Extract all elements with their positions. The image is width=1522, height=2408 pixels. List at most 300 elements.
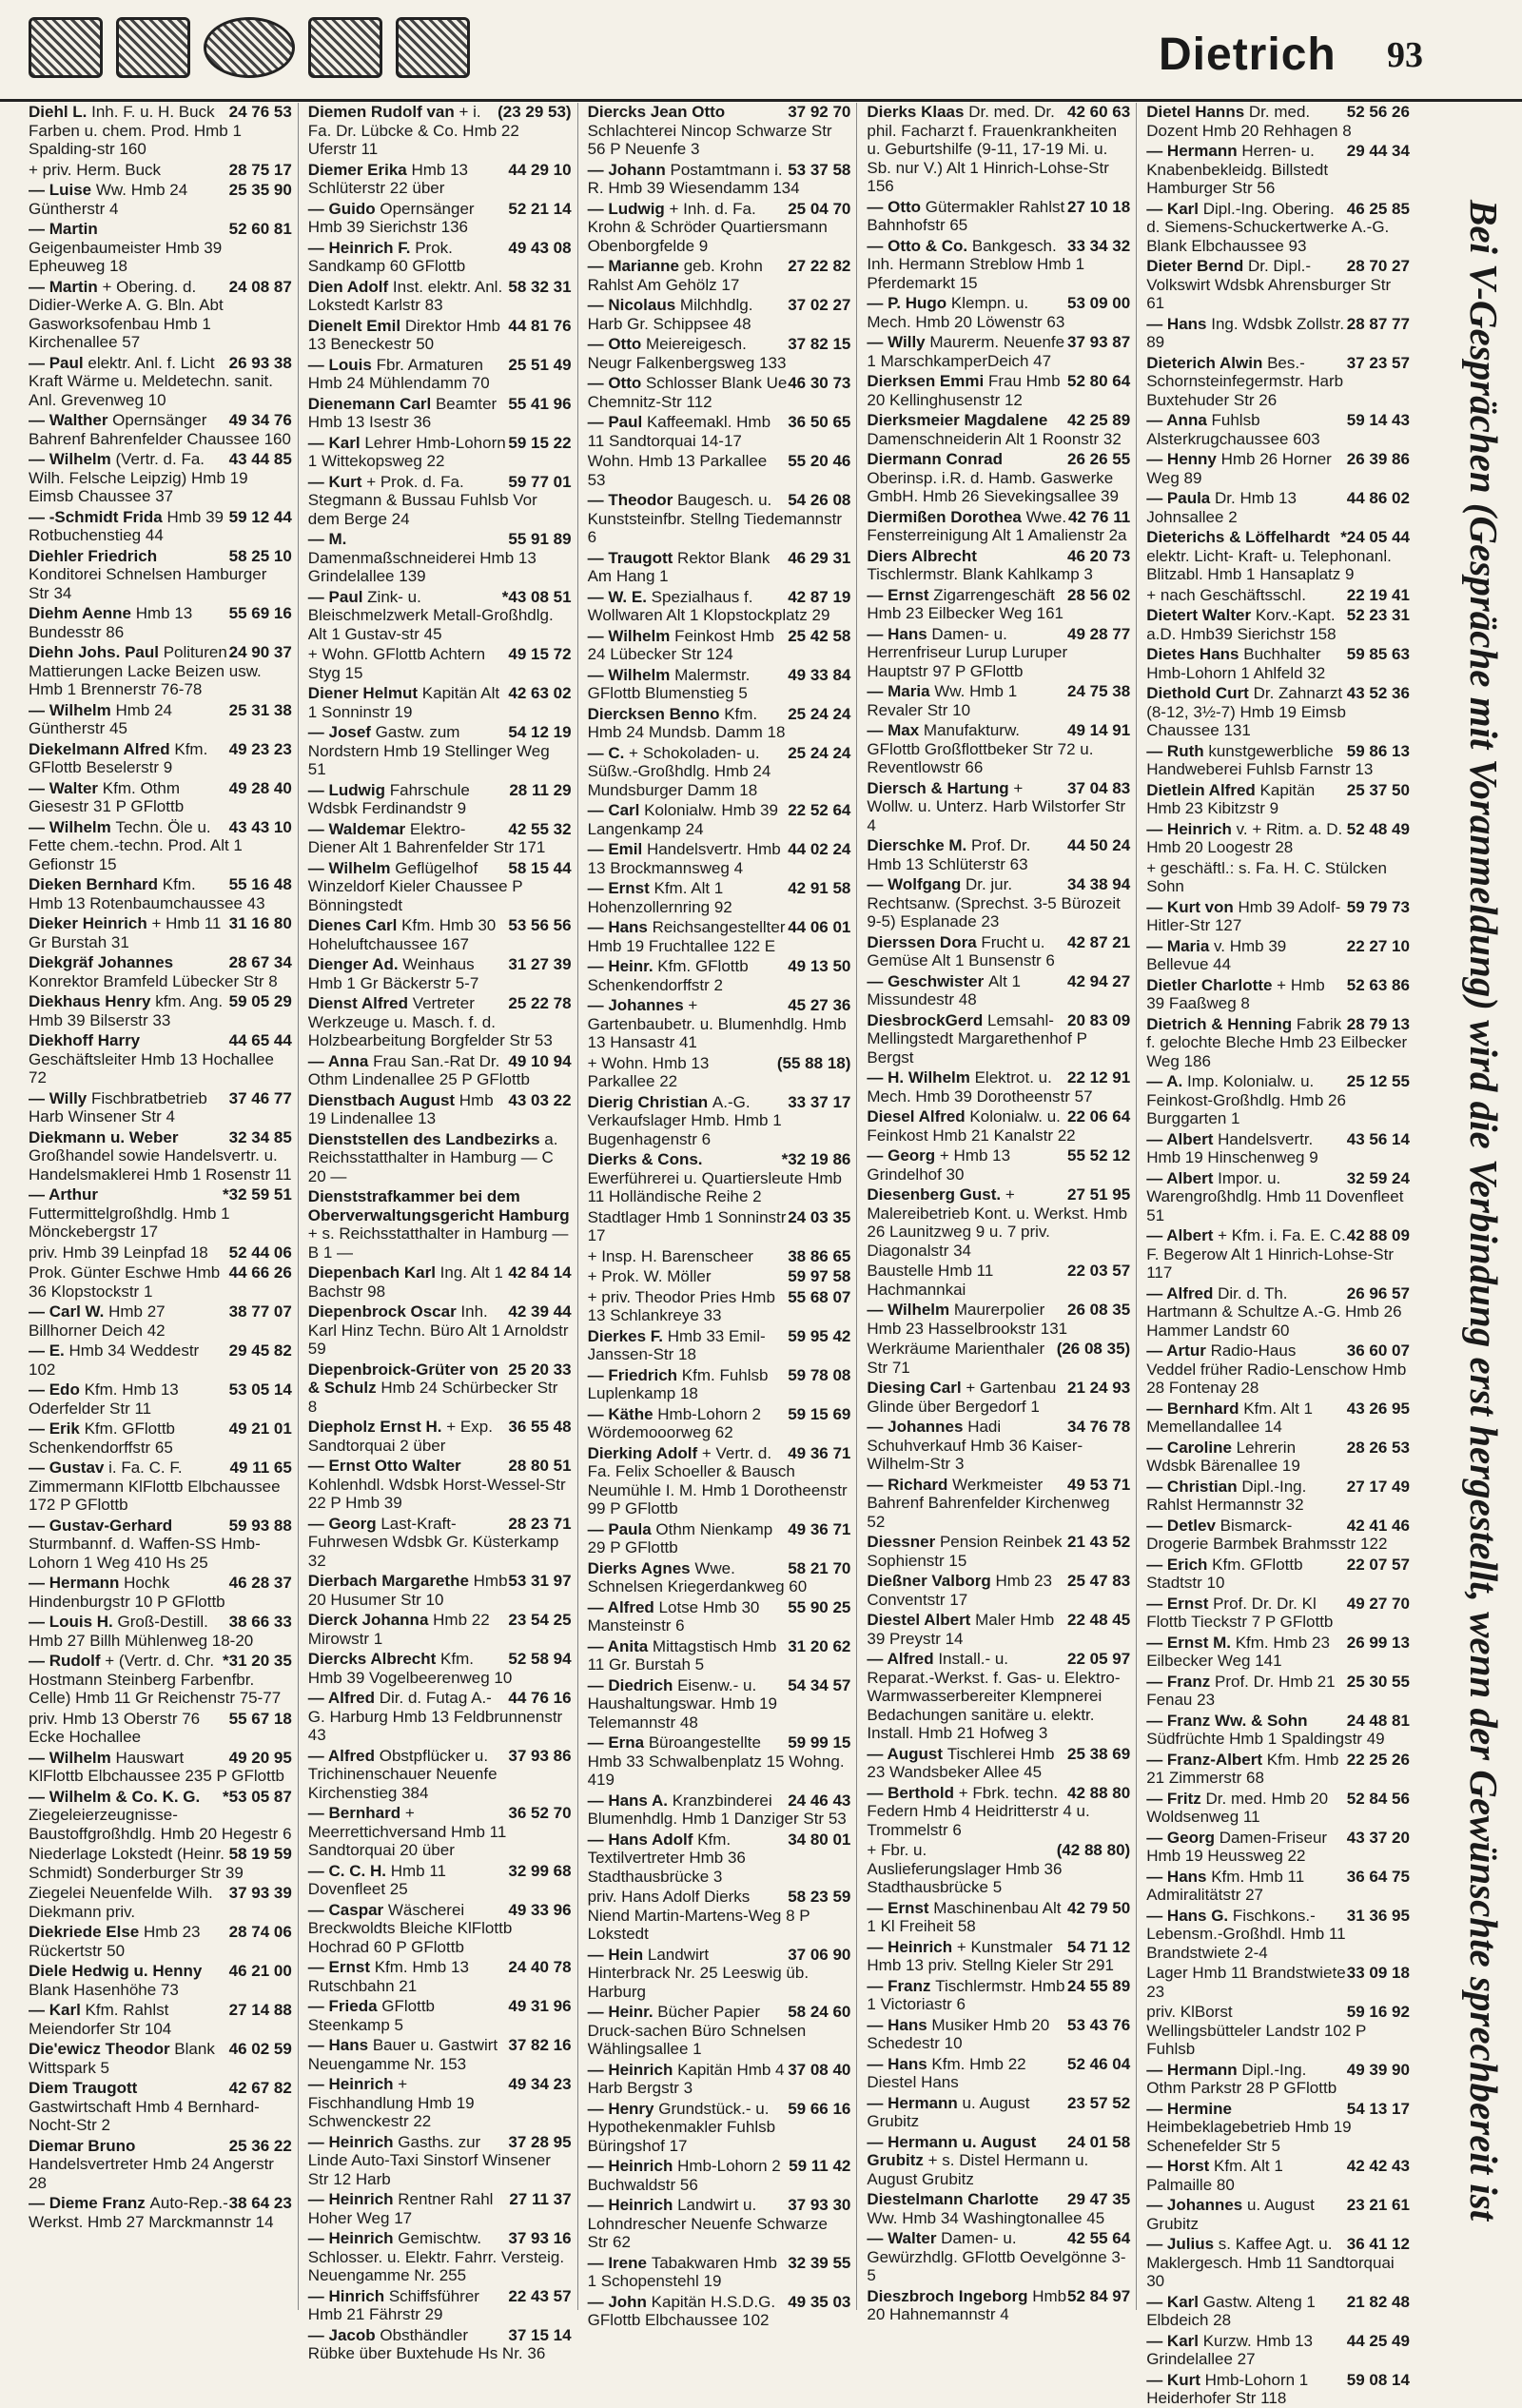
entry-phone: 37 93 16 [508,2229,572,2247]
directory-entry [308,1263,572,1301]
entry-phone: 49 28 40 [228,778,292,797]
directory-columns [27,103,1415,2407]
entry-phone: 37 92 70 [788,103,851,121]
entry-details: priv. Hmb 39 Leinpfad 18 [29,1243,208,1262]
entry-phone: 38 86 65 [788,1246,851,1265]
directory-entry [867,1418,1130,1474]
entry-phone: 33 34 32 [1067,236,1131,255]
entry-name: Dienststellen des Landbezirks [307,1129,545,1148]
entry-details: Kolonialw. Hmb 39 Langenkamp 24 [587,801,778,838]
entry-name: — Ernst [587,879,654,897]
entry-name: — Carl W. [29,1302,109,1321]
entry-name: — Friedrich [587,1365,682,1384]
entry-phone: 26 93 38 [228,353,292,372]
entry-phone: 43 43 10 [228,817,292,836]
entry-phone: 58 24 60 [788,2003,851,2021]
entry-name: Diekelmann Alfred [29,739,175,758]
entry-details: Hmb 33 Emil-Janssen-Str 18 [587,1326,766,1363]
entry-name: — Fritz [1146,1789,1206,1808]
directory-entry [29,547,292,603]
entry-name: — Johannes [867,1418,968,1436]
entry-phone: 20 83 09 [1067,1010,1131,1029]
directory-entry [308,820,572,857]
directory-entry [588,161,851,198]
directory-entry [29,1243,292,1263]
directory-column [27,103,299,2310]
entry-phone: 24 76 53 [228,103,292,121]
entry-phone: 27 14 88 [228,2001,292,2019]
entry-phone: 31 20 62 [788,1636,851,1655]
entry-details: Kapitän Alt 1 Sonninstr 19 [307,684,500,721]
entry-phone: 55 67 18 [228,1709,292,1728]
entry-details: priv. Hmb 13 Oberstr 76 Ecke Hochallee [29,1709,201,1746]
entry-details: Maler Hmb 39 Preystr 14 [867,1611,1055,1648]
entry-name: — Artur [1146,1341,1211,1360]
entry-details: v. + Ritm. a. D. Hmb 20 Loogestr 28 [1146,819,1343,856]
directory-entry [1146,1829,1410,1866]
entry-name: — W. E. [587,587,652,606]
entry-phone: 28 11 29 [509,780,572,799]
entry-name: — Hans Adolf [587,1830,698,1849]
entry-details: Ziegelei Neuenfelde Wilh. Diekmann priv. [29,1884,213,1921]
entry-phone: 25 12 55 [1346,1072,1410,1090]
entry-phone: 49 13 50 [788,957,851,975]
directory-entry [308,161,572,198]
entry-name: — Johannes [1146,2196,1247,2214]
entry-details: Inst. elektr. Anl. Lokstedt Karlstr 83 [307,277,503,314]
entry-phone: 37 02 27 [788,296,851,314]
entry-details: Elektro-Diener Alt 1 Bahrenfelder Str 171 [307,819,546,856]
entry-phone: 36 55 48 [508,1418,572,1436]
entry-phone: 25 30 55 [1346,1672,1410,1691]
entry-phone: 36 50 65 [788,413,851,431]
entry-phone: 42 55 32 [508,819,572,838]
entry-details: Tischlerei Hmb 23 Wandsbeker Allee 45 [867,1744,1055,1781]
entry-phone: 55 90 25 [788,1597,851,1616]
entry-details: Manufakturw. GFlottb Großflottbeker Str 72 u. Reventlowstr 66 [867,721,1094,776]
directory-entry [308,916,572,953]
entry-name: — Alfred [1146,1283,1219,1302]
entry-name: — Wilhelm [867,1301,954,1319]
entry-phone: 49 14 91 [1067,721,1131,739]
entry-phone: 44 76 16 [508,1689,572,1707]
directory-entry [867,1977,1130,2014]
entry-phone: 49 11 65 [229,1459,292,1477]
entry-name: — Arthur [29,1185,99,1204]
entry-details: Hmb-Lohorn 1 Heiderhofer Str 118 [1146,2370,1309,2407]
entry-name: — Heinrich [307,2075,399,2093]
entry-details: Konrektor Bramfeld Lübecker Str 8 [29,971,278,990]
entry-details: elektr. Anl. f. Licht Kraft Wärme u. Meldetechn. sanit. Anl. Grevenweg 10 [29,353,273,409]
directory-entry [867,450,1130,506]
entry-details: Weinhaus Hmb 1 Gr Bäckerstr 5-7 [307,955,479,992]
entry-phone: 22 05 97 [1067,1650,1131,1668]
directory-entry [588,1247,851,1266]
entry-phone: 53 31 97 [508,1572,572,1590]
entry-details: Bauer u. Gastwirt Neuengamme Nr. 153 [307,2036,498,2073]
entry-phone: 59 05 29 [228,992,292,1010]
entry-phone: 22 52 64 [788,801,851,819]
entry-details: Blank Hasenhöhe 73 [29,1980,179,1999]
entry-phone: 36 41 12 [1346,2235,1410,2253]
directory-entry [29,992,292,1029]
entry-details: + Malereibetrieb Kont. u. Werkst. Hmb 26 Launitzweg 9 u. 7 priv. Diagonalstr 34 [867,1185,1128,1260]
entry-phone: 43 37 20 [1346,1828,1410,1847]
entry-details: Hmb 19 Lindenallee 13 [307,1090,494,1127]
directory-entry [588,452,851,489]
entry-phone: 59 78 08 [788,1365,851,1384]
entry-phone: 44 02 24 [788,840,851,858]
directory-entry [1146,411,1410,448]
entry-details: Dr. Zahnarzt (8-12, 3½-7) Hmb 19 Eimsb Chaussee 131 [1146,684,1346,739]
directory-entry [29,1845,292,1882]
entry-phone: 27 11 37 [509,2190,572,2208]
entry-details: Kranzbinderei Blumenhdlg. Hmb 1 Danziger Str 53 [587,1791,847,1828]
entry-name: — Ernst Otto Walter [307,1457,461,1475]
directory-entry [29,1710,292,1747]
entry-phone: 22 43 57 [508,2286,572,2305]
entry-details: + (Vertr. d. Chr. Hostmann Steinberg Farbenfbr. Celle) Hmb 11 Gr Reichenstr 75-77 [29,1652,282,1707]
entry-name: — Traugott [587,548,678,567]
entry-details: Gastwirtschaft Hmb 4 Bernhard-Nocht-Str 2 [29,2097,260,2134]
entry-name: — Anita [587,1636,653,1655]
entry-details: Schlosser Blank Ue Chemnitz-Str 112 [587,374,788,411]
entry-phone: 23 57 52 [1067,2093,1131,2112]
entry-name: — Henry [587,2099,659,2118]
entry-details: Meiereigesch. Neugr Falkenbergsweg 133 [587,335,787,372]
directory-entry [1146,2371,1410,2408]
directory-entry [1146,2157,1410,2194]
entry-details: Kapitän Hmb 4 Harb Bergstr 3 [587,2060,785,2097]
entry-details: Radio-Haus Veddel früher Radio-Lenschow Hmb 28 Fontenay 28 [1146,1341,1407,1397]
entry-phone: 29 44 34 [1346,142,1410,160]
directory-entry [29,818,292,874]
entry-phone: 52 60 81 [228,220,292,238]
entry-phone: 25 22 78 [508,994,572,1012]
entry-phone: 52 56 26 [1346,103,1410,121]
entry-name: Diesenberg Gust. [867,1185,1005,1204]
entry-phone: 52 48 49 [1346,819,1410,838]
entry-details: Bes.-Schornsteinfegermstr. Harb Buxtehuder Str 26 [1146,353,1344,409]
entry-name: — Martin [29,220,98,238]
entry-phone: 25 51 49 [508,355,572,374]
entry-details: Buchhalter Hmb-Lohorn 1 Ahlfeld 32 [1146,645,1326,682]
directory-entry [1146,1341,1410,1398]
entry-phone: *43 08 51 [501,587,572,606]
entry-phone: 34 38 94 [1067,875,1131,893]
entry-details: Direktor Hmb 13 Beneckestr 50 [307,316,500,353]
directory-entry [867,508,1130,545]
entry-details: priv. Hans Adolf Dierks Niend Martin-Martens-Weg 8 P Lokstedt [587,1888,810,1943]
entry-name: Dienes Carl [307,916,402,934]
entry-details: Postamtmann i. R. Hmb 39 Wiesendamm 134 [587,160,800,197]
entry-name: — M. [307,530,347,548]
entry-phone: 49 43 08 [508,238,572,257]
entry-details: Kfm. Hmb 30 Hoheluftchaussee 167 [307,916,497,953]
entry-name: — Alfred [587,1597,659,1616]
entry-details: Zink- u. Bleischmelzwerk Metall-Großhdlg. Alt 1 Gustav-str 45 [307,587,554,643]
entry-phone: 54 34 57 [788,1675,851,1694]
entry-name: Diekmann u. Weber [29,1127,179,1146]
directory-entry [867,1011,1130,1067]
entry-phone: 46 20 73 [1067,546,1131,565]
entry-name: Diercks Albrecht [307,1650,441,1668]
directory-entry [29,1419,292,1457]
entry-name: — Karl [307,433,365,452]
directory-entry [867,2016,1130,2053]
entry-name: Diestel Albert [867,1611,976,1629]
entry-name: Diekhoff Harry [29,1031,141,1049]
entry-details: Kaffeemakl. Hmb 11 Sandtorquai 14-17 [587,413,771,450]
directory-entry [308,239,572,276]
directory-entry [1146,257,1410,313]
entry-phone: 25 24 24 [788,743,851,762]
directory-entry [29,1749,292,1786]
directory-entry [1146,2235,1410,2291]
entry-details: Prok. Sandkamp 60 GFlottb [307,238,466,275]
entry-details: + Kfm. i. Fa. E. C. F. Begerow Alt 1 Hinrich-Lohse-Str 117 [1146,1226,1395,1282]
entry-phone: 37 06 90 [788,1945,851,1964]
entry-name: — Maria [867,682,935,700]
entry-name: Dierig Christian [587,1092,712,1111]
entry-name: Diepenbach Karl [307,1263,440,1282]
entry-name: — Emil [587,840,647,858]
directory-entry [29,1185,292,1242]
entry-phone: 28 26 53 [1346,1438,1410,1457]
directory-entry [308,684,572,721]
entry-details: Heimbeklagebetrieb Hmb 19 Schenefelder Str 5 [1146,2118,1352,2155]
entry-details: Damenschneiderin Alt 1 Roonstr 32 [867,429,1122,448]
entry-phone: 25 35 90 [228,181,292,199]
directory-entry [308,356,572,393]
entry-details: Grundstück.- u. Hypothekenmakler Fuhlsb Büringshof 17 [587,2099,776,2155]
entry-phone: 49 21 01 [228,1419,292,1438]
entry-phone: 43 26 95 [1346,1399,1410,1418]
entry-name: Dieken Bernhard [29,875,163,893]
directory-entry [29,604,292,641]
entry-phone: 44 81 76 [508,316,572,335]
entry-details: + Gartenbau Glinde über Bergedorf 1 [867,1379,1057,1416]
entry-phone: 46 30 73 [788,374,851,392]
entry-name: Diesel Alfred [867,1107,970,1126]
entry-phone: 49 36 71 [788,1443,851,1462]
entry-phone: (23 29 53) [498,103,572,121]
entry-details: Großhandel sowie Handelsvertr. u. Handelsmaklerei Hmb 1 Rosenstr 11 [29,1146,292,1184]
entry-name: — Hans [1146,1867,1212,1886]
entry-details: Kapitän H.S.D.G. GFlottb Elbchaussee 102 [587,2292,776,2329]
entry-details: Inh. Karl Hinz Techn. Büro Alt 1 Arnoldstr 59 [307,1302,569,1358]
entry-name: — John [587,2292,652,2311]
directory-entry [1146,1907,1410,1963]
entry-phone: 43 03 22 [508,1090,572,1109]
directory-entry [588,1830,851,1887]
directory-entry [308,1747,572,1803]
entry-phone: 55 91 89 [508,530,572,548]
entry-name: Dienger Ad. [307,955,403,973]
directory-entry [1146,354,1410,410]
directory-entry [1146,1130,1410,1167]
entry-phone: *24 05 44 [1340,528,1410,546]
entry-name: Dierbach Margarethe [307,1572,474,1590]
entry-details: Damenmaßschneiderei Hmb 13 Grindelallee 139 [307,548,537,585]
entry-phone: 38 64 23 [228,2194,292,2212]
entry-name: Diers Albrecht [867,546,977,565]
entry-name: — Wilhelm [29,450,116,468]
entry-name: — Erna [587,1733,649,1752]
entry-details: Elektrot. u. Mech. Hmb 39 Dorotheenstr 57 [867,1068,1093,1106]
directory-entry [588,413,851,450]
entry-phone: 49 20 95 [228,1748,292,1767]
directory-entry [588,957,851,994]
entry-name: — Heinr. [587,957,658,975]
entry-details: Groß-Destill. Hmb 27 Billh Mühlenweg 18-20 [29,1613,254,1650]
entry-name: Diekhaus Henry [29,992,156,1010]
entry-details: Schiffsführer Hmb 21 Fährstr 29 [307,2286,479,2323]
directory-entry [308,278,572,315]
entry-details: Techn. Öle u. Fette chem.-techn. Prod. Alt 1 Gefionstr 15 [29,817,243,873]
entry-phone: 25 31 38 [228,700,292,719]
entry-phone: 32 39 55 [788,2253,851,2272]
entry-name: Dienemann Carl [307,394,436,413]
entry-details: Fabrik f. gelochte Bleche Hmb 23 Eilbecker Weg 186 [1146,1014,1408,1070]
entry-phone: 59 66 16 [788,2099,851,2118]
entry-name: Dierking Adolf [587,1443,702,1462]
directory-entry [867,1841,1130,1897]
entry-name: — Käthe [587,1404,658,1423]
entry-details: Bücher Papier Druck-sachen Büro Schnelsen Wählingsallee 1 [587,2003,807,2058]
entry-phone: 52 44 06 [228,1243,292,1262]
directory-entry [308,1862,572,1899]
entry-details: Oberinsp. i.R. d. Hamb. Gaswerke GmbH. Hmb 26 Sievekingsallee 39 [867,468,1119,505]
entry-phone: 43 56 14 [1346,1129,1410,1148]
directory-entry [867,1572,1130,1609]
entry-name: — Luise [29,181,96,199]
entry-phone: 32 34 85 [228,1127,292,1146]
entry-details: + Hmb 11 Gr Burstah 31 [29,914,222,951]
directory-column [1144,103,1415,2407]
entry-phone: 24 01 58 [1067,2132,1131,2151]
entry-details: + Fischhandlung Hmb 19 Schwenckestr 22 [307,2075,475,2130]
entry-details: Kfm. Hmb 21 Zimmerstr 68 [1146,1750,1339,1787]
entry-details: Geigenbaumeister Hmb 39 Epheuweg 18 [29,238,223,275]
entry-name: Diestelmann Charlotte [867,2190,1039,2208]
entry-details: Bismarck-Drogerie Barmbek Brahmsstr 122 [1146,1516,1388,1553]
directory-entry [1146,937,1410,974]
entry-details: priv. KlBorst Wellingsbütteler Landstr 102 P Fuhlsb [1146,2003,1367,2058]
entry-phone: 42 76 11 [1067,507,1131,526]
entry-name: Diele Hedwig u. Henny [29,1962,203,1980]
entry-name: — Ernst [867,1898,934,1917]
directory-entry [1146,315,1410,352]
entry-details: elektr. Licht- Kraft- u. Telephonanl. Blitzabl. Hmb 1 Hansaplatz 9 [1146,546,1392,583]
entry-name: — Hein [587,1945,648,1964]
entry-details: Kfm. Alt 1 Palmaille 80 [1146,2157,1283,2194]
entry-name: — Paul [29,353,88,372]
entry-name: — Otto [587,335,646,353]
entry-name: Dierks Agnes [587,1558,695,1577]
entry-phone: 59 99 15 [788,1733,851,1752]
entry-name: Dierksen Emmi [867,372,988,390]
entry-details: Lemsahl-Mellingstedt Margarethenhof P Bergst [867,1010,1087,1067]
entry-details: + Hmb 39 Faaßweg 8 [1146,975,1325,1012]
entry-phone: 28 75 17 [228,160,292,179]
entry-phone: 42 91 58 [788,879,851,897]
entry-details: Dipl.-Ing. Obering. d. Siemens-Schuckertwerke A.-G. Blank Elbchaussee 93 [1146,199,1390,255]
entry-details: Hmb 39 Rotbuchenstieg 44 [29,507,224,544]
directory-entry [29,1788,292,1844]
entry-phone: 42 94 27 [1067,971,1131,990]
entry-details: Hmb 39 Adolf-Hitler-Str 127 [1146,897,1341,934]
entry-details: Geschäftsleiter Hmb 13 Hochallee 72 [29,1049,274,1087]
entry-phone: 26 26 55 [1067,450,1131,468]
entry-name: — Frieda [307,1997,382,2015]
directory-entry [1146,103,1410,140]
entry-name: Diekgräf Johannes [29,953,174,971]
entry-name: — Hermann [1146,2060,1242,2079]
entry-phone: 49 28 77 [1067,624,1131,643]
entry-details: u. August Grubitz [1146,2196,1315,2233]
entry-name: — Wolfgang [867,875,966,893]
entry-name: Dietler Charlotte [1146,975,1278,994]
entry-name: — August [867,1744,947,1763]
entry-phone: 53 05 14 [228,1380,292,1399]
entry-details: Kapitän Hmb 23 Kibitzstr 9 [1146,780,1316,817]
entry-phone: 59 14 43 [1346,411,1410,429]
entry-phone: 59 11 42 [789,2157,851,2175]
entry-details: Tischlermstr. Hmb 1 Victoriastr 6 [867,1976,1065,2013]
entry-details: + Prok. W. Möller [587,1267,712,1285]
directory-entry [588,2100,851,2156]
entry-name: — Gustav [29,1459,109,1477]
entry-phone: 29 47 35 [1067,2190,1131,2208]
entry-details: Kfm. Hmb 13 Rotenbaumchaussee 43 [29,875,265,912]
entry-phone: 28 67 34 [228,953,292,971]
entry-phone: (26 08 35) [1056,1340,1131,1358]
entry-name: Diehl L. [29,103,92,121]
entry-details: Dr. Dipl.-Volkswirt Wdsbk Ahrensburger Str 61 [1146,257,1392,312]
entry-name: — Alfred [867,1650,939,1668]
entry-name: Dierks & Cons. [587,1150,703,1168]
directory-entry [29,779,292,816]
entry-details: Maschinenbau Alt 1 Kl Freiheit 58 [867,1898,1062,1935]
entry-name: — Hans [1146,314,1212,333]
entry-details: Alt 1 Missundestr 48 [867,971,1021,1008]
entry-phone: 42 67 82 [228,2079,292,2097]
entry-details: Landwirt u. Lohndrescher Neuenfe Schwarze Str 62 [587,2196,828,2251]
entry-name: — Wilhelm [587,626,675,645]
entry-phone: 42 63 02 [508,684,572,702]
directory-entry [1146,1517,1410,1554]
entry-phone: 37 93 30 [788,2196,851,2214]
directory-entry [308,200,572,237]
entry-name: — Bernhard [307,1804,405,1822]
directory-entry [867,586,1130,623]
directory-entry [308,1515,572,1571]
directory-entry [29,1341,292,1379]
entry-name: Dieterich Alwin [1146,353,1268,372]
entry-name: — Hermine [1146,2099,1232,2118]
entry-details: Reichsangestellter Hmb 19 Fruchtallee 122 E [587,918,786,955]
entry-details: Niederlage Lokstedt (Heinr. Schmidt) Sonderburger Str 39 [29,1845,244,1882]
directory-entry [867,2133,1130,2189]
entry-details: Tabakwaren Hmb 1 Schopenstehl 19 [587,2253,777,2290]
entry-name: — Albert [1146,1168,1219,1187]
entry-name: — Henny [1146,450,1221,468]
entry-name: Dienelt Emil [307,316,405,335]
directory-entry [1146,1595,1410,1632]
directory-entry [308,1187,572,1262]
entry-name: Diercksen Benno [587,704,725,723]
